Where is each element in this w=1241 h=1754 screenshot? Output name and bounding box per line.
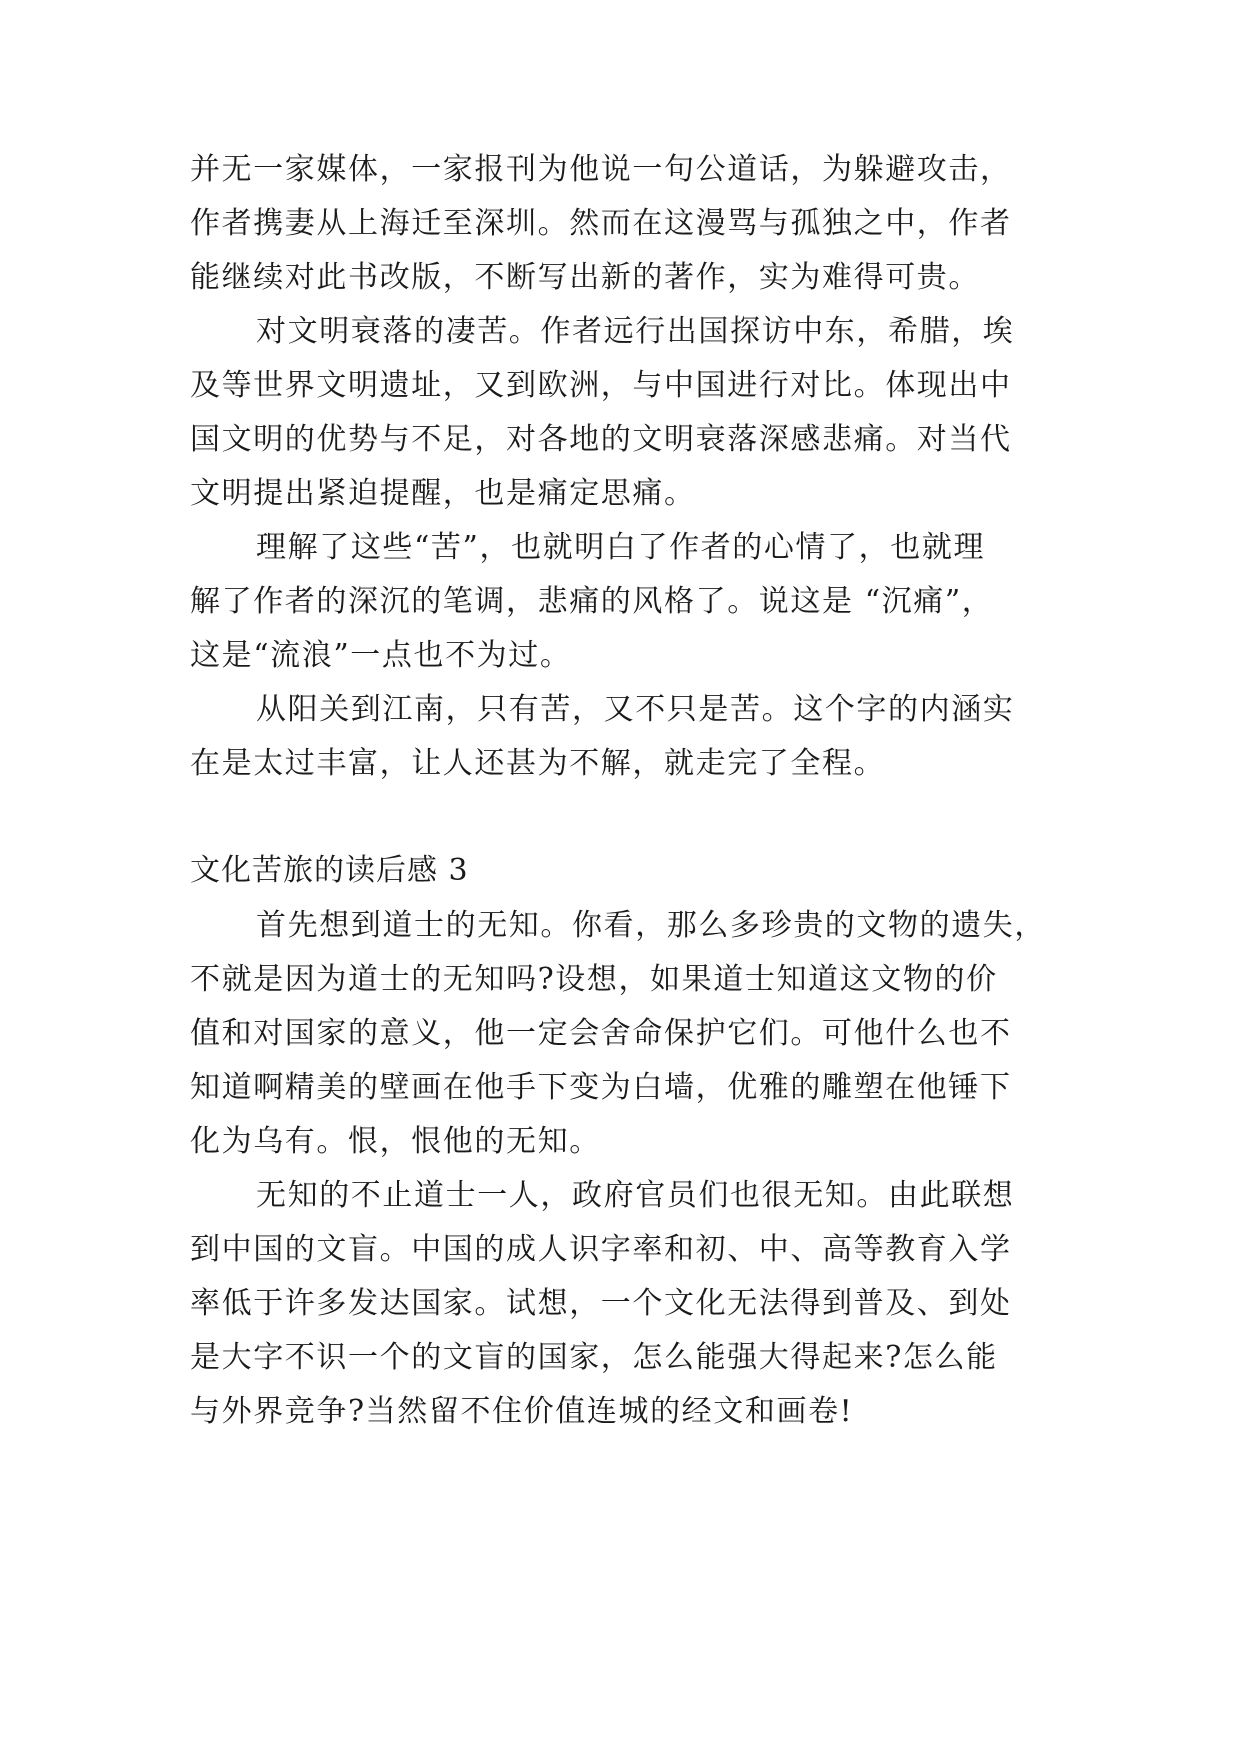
paragraph-line: 作者携妻从上海迁至深圳。然而在这漫骂与孤独之中，作者 [190, 206, 1012, 241]
section-title: 文化苦旅的读后感 3 [190, 853, 469, 888]
paragraph-line: 对文明衰落的凄苦。作者远行出国探访中东，希腊，埃 [256, 314, 1015, 349]
paragraph-line: 值和对国家的意义，他一定会舍命保护它们。可他什么也不 [190, 1016, 1012, 1051]
paragraph-line: 理解了这些“苦”，也就明白了作者的心情了，也就理 [256, 530, 986, 565]
paragraph-line: 率低于许多发达国家。试想，一个文化无法得到普及、到处 [190, 1286, 1012, 1321]
paragraph-line: 并无一家媒体，一家报刊为他说一句公道话，为躲避攻击， [190, 152, 1012, 187]
paragraph-line: 化为乌有。恨，恨他的无知。 [190, 1124, 601, 1159]
paragraph-line: 不就是因为道士的无知吗?设想，如果道士知道这文物的价 [190, 962, 998, 997]
paragraph-line: 这是“流浪”一点也不为过。 [190, 638, 572, 673]
paragraph-line: 知道啊精美的壁画在他手下变为白墙，优雅的雕塑在他锤下 [190, 1070, 1012, 1105]
paragraph-line: 在是太过丰富，让人还甚为不解，就走完了全程。 [190, 746, 886, 781]
paragraph-line: 到中国的文盲。中国的成人识字率和初、中、高等教育入学 [190, 1232, 1012, 1267]
paragraph-line: 是大字不识一个的文盲的国家，怎么能强大得起来?怎么能 [190, 1340, 998, 1375]
paragraph-line: 首先想到道士的无知。你看，那么多珍贵的文物的遗失， [256, 908, 1046, 943]
paragraph-line: 与外界竞争?当然留不住价值连城的经文和画卷! [190, 1394, 854, 1429]
paragraph-line: 解了作者的深沉的笔调，悲痛的风格了。说这是 “沉痛”， [190, 584, 994, 619]
paragraph-line: 从阳关到江南，只有苦，又不只是苦。这个字的内涵实 [256, 692, 1015, 727]
paragraph-line: 无知的不止道士一人，政府官员们也很无知。由此联想 [256, 1178, 1015, 1213]
paragraph-line: 及等世界文明遗址，又到欧洲，与中国进行对比。体现出中 [190, 368, 1012, 403]
paragraph-line: 国文明的优势与不足，对各地的文明衰落深感悲痛。对当代 [190, 422, 1012, 457]
paragraph-line: 文明提出紧迫提醒，也是痛定思痛。 [190, 476, 696, 511]
paragraph-line: 能继续对此书改版，不断写出新的著作，实为难得可贵。 [190, 260, 980, 295]
